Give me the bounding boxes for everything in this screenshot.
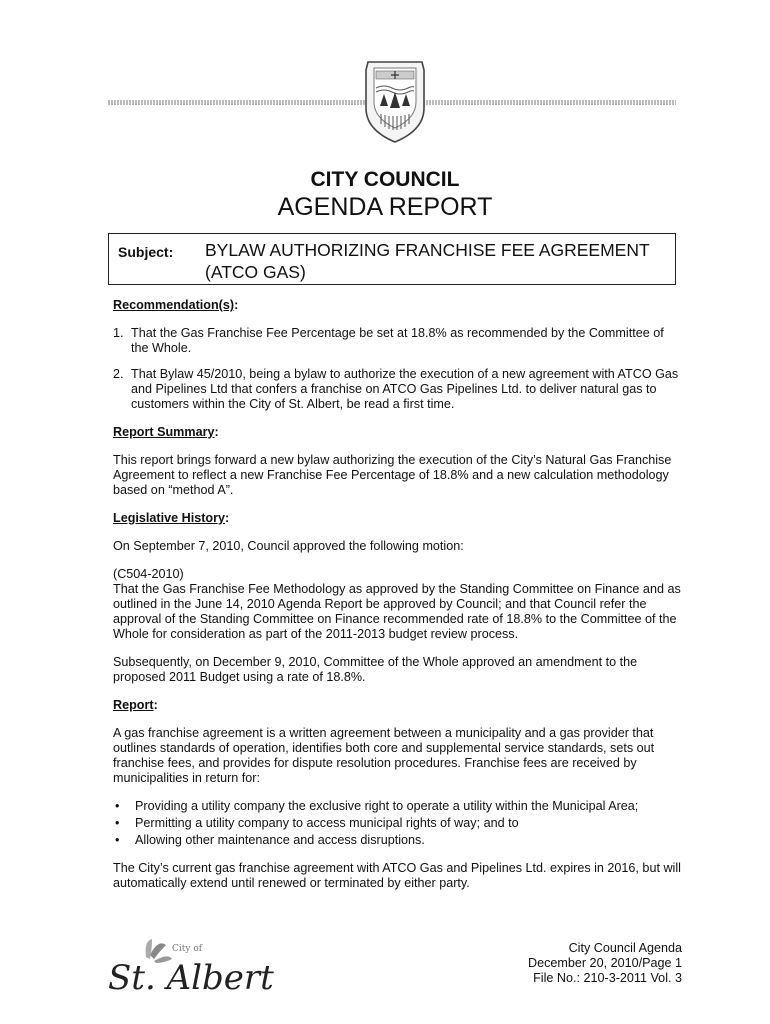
report-intro: A gas franchise agreement is a written agreement between a municipality and a gas provider that outlines standards of operation, identifies both core and supplemental service standards, sets out franchise fees, and provides for dispute resolution procedures. Franchise fees are received by municipalities in return for: bbox=[113, 726, 655, 785]
footer-line-1: City Council Agenda bbox=[568, 941, 682, 955]
summary-heading: Report Summary: bbox=[113, 425, 219, 439]
motion-text: That the Gas Franchise Fee Methodology as approved by the Standing Committee on Finance and as outlined in the June 14, 2010 Agenda Report be approved by Council; and that Council refer the approval of the Standing Committee on Finance recommended rate of 18.8% to the Committee of the Whole for consideration as part of the 2011-2013 budget review process. bbox=[113, 582, 681, 641]
list-item: 2. That Bylaw 45/2010, being a bylaw to authorize the execution of a new agreement with ATCO Gas and Pipelines Ltd that confers a franchise on ATCO Gas Pipelines Ltd. to deliver natural gas to customers within the City of St. Albert, be read a first time. bbox=[113, 367, 679, 411]
footer-line-3: File No.: 210-3-2011 Vol. 3 bbox=[533, 971, 682, 985]
subject-box bbox=[108, 233, 676, 285]
subject-text bbox=[205, 239, 665, 283]
list-item: • Providing a utility company the exclusive right to operate a utility within the Municipal Area; bbox=[115, 799, 639, 813]
subject-line-1: BYLAW AUTHORIZING FRANCHISE FEE AGREEMENT bbox=[205, 240, 650, 260]
city-logo bbox=[106, 935, 274, 1001]
list-item: • Permitting a utility company to access municipal rights of way; and to bbox=[115, 816, 519, 830]
title-city-council: CITY COUNCIL bbox=[310, 168, 460, 191]
report-heading: Report: bbox=[113, 698, 158, 712]
recommendations-heading: Recommendation(s): bbox=[113, 298, 239, 312]
subject-line-2: (ATCO GAS) bbox=[205, 262, 306, 282]
city-crest-icon bbox=[354, 58, 436, 144]
report-bullets bbox=[113, 799, 683, 848]
logo-small-text: City of bbox=[172, 944, 203, 954]
footer-line-2: December 20, 2010/Page 1 bbox=[527, 956, 682, 970]
motion-id: (C504-2010) bbox=[113, 567, 184, 581]
history-subsequent: Subsequently, on December 9, 2010, Committee of the Whole approved an amendment to the proposed 2011 Budget using a rate of 18.8%. bbox=[113, 655, 638, 684]
motion-block bbox=[113, 567, 683, 642]
report-closing: The City’s current gas franchise agreement with ATCO Gas and Pipelines Ltd. expires in 2016, but will automatically extend until renewed or terminated by either party. bbox=[113, 861, 681, 890]
subject-label: Subject: bbox=[118, 244, 174, 260]
list-item: • Allowing other maintenance and access disruptions. bbox=[115, 833, 425, 847]
history-heading: Legislative History: bbox=[113, 511, 230, 525]
recommendations-list bbox=[113, 326, 683, 412]
footer-info bbox=[528, 941, 682, 986]
logo-main-text: St. Albert bbox=[108, 958, 274, 998]
list-item: 1. That the Gas Franchise Fee Percentage be set at 18.8% as recommended by the Committee of the Whole. bbox=[113, 326, 664, 355]
report-body bbox=[113, 298, 683, 904]
history-intro: On September 7, 2010, Council approved the following motion: bbox=[113, 539, 464, 553]
title-agenda-report: AGENDA REPORT bbox=[277, 193, 493, 221]
summary-text: This report brings forward a new bylaw authorizing the execution of the City’s Natural Gas Franchise Agreement to reflect a new Franchise Fee Percentage of 18.8% and a new calculation methodology based on “method A”. bbox=[113, 453, 672, 497]
